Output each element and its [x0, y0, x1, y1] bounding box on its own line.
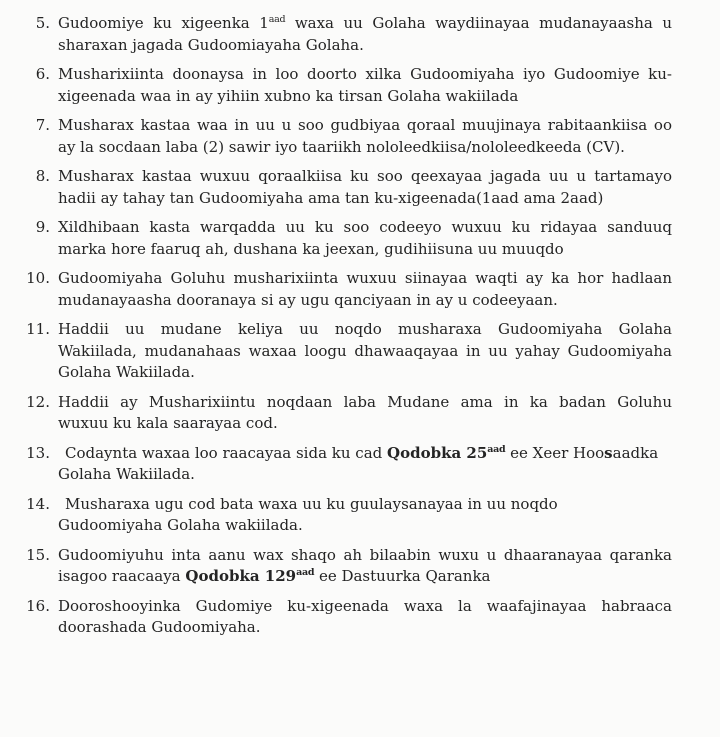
- item-number: 9.: [35, 218, 50, 236]
- list-item: [18, 115, 672, 158]
- text-line: [58, 217, 672, 239]
- text-line: [58, 545, 672, 567]
- item-number: 8.: [35, 167, 50, 185]
- ordinal-superscript: aad: [268, 14, 286, 25]
- text-line: [58, 268, 672, 290]
- text-line: [58, 392, 672, 414]
- text-segment: ay la socdaan laba (2) sawir iyo taariikh nololeedkiisa/nololeedkeeda (CV).: [58, 137, 625, 156]
- text-line: [58, 86, 672, 108]
- text-segment: ee Dastuurka Qaranka: [314, 567, 491, 585]
- text-segment: hadii ay tahay tan Gudoomiyaha ama tan ku-xigeenada(1aad ama 2aad): [58, 188, 604, 207]
- item-text: [58, 596, 672, 639]
- text-segment: Golaha Wakiilada.: [58, 363, 195, 381]
- text-segment: Musharax kastaa waa in uu u soo gudbiyaa qoraal muujinaya rabitaankiisa oo: [58, 116, 672, 134]
- item-number: 13.: [26, 443, 50, 462]
- item-number: 5.: [35, 14, 50, 32]
- list-item: [18, 13, 672, 56]
- item-text: [58, 217, 672, 260]
- text-segment: Golaha Wakiilada.: [58, 465, 195, 483]
- item-number: 12.: [26, 392, 50, 411]
- item-number: 16.: [26, 596, 50, 615]
- text-segment: Haddii uu mudane keliya uu noqdo musharaxa Gudoomiyaha Golaha: [58, 320, 672, 338]
- text-segment: Qodobka 129: [185, 567, 297, 585]
- text-line: [58, 64, 672, 86]
- item-number: 7.: [35, 116, 50, 134]
- text-line: [58, 115, 672, 137]
- text-line: [58, 319, 672, 341]
- text-segment: aadka: [612, 443, 659, 462]
- text-segment: ee Xeer Hoo: [505, 443, 605, 462]
- text-segment: sharaxan jagada Gudoomiayaha Golaha.: [58, 35, 364, 54]
- text-segment: xigeenada waa in ay yihiin xubno ka tirsan Golaha wakiilada: [58, 86, 519, 105]
- text-segment: Gudoomiye ku xigeenka 1: [58, 14, 269, 32]
- text-line: [58, 35, 672, 57]
- text-line: [58, 137, 672, 159]
- item-number: 10.: [26, 269, 50, 287]
- text-segment: Xildhibaan kasta warqadda uu ku soo codeeyo wuxuu ku ridayaa sanduuq: [58, 218, 672, 236]
- text-segment: Wakiilada, mudanahaas waxaa loogu dhawaaqayaa in uu yahay Gudoomiyaha: [58, 341, 672, 360]
- text-line: [58, 566, 672, 588]
- text-segment: marka hore faaruq ah, dushana ka jeexan, gudihiisuna uu muuqdo: [58, 239, 564, 258]
- list-item: [18, 268, 672, 311]
- text-segment: waxa uu Golaha waydiinayaa mudanayaasha u: [285, 14, 672, 32]
- text-line: [58, 166, 672, 188]
- item-text: [58, 545, 672, 588]
- text-line: [58, 13, 672, 35]
- item-number: 6.: [35, 65, 50, 83]
- text-segment: Dooroshooyinka Gudomiye ku-xigeenada waxa la waafajinayaa habraaca: [58, 596, 672, 615]
- list-item: [18, 596, 672, 639]
- item-text: [58, 13, 672, 56]
- text-line: [58, 464, 672, 486]
- text-segment: Musharax kastaa wuxuu qoraalkiisa ku soo qeexayaa jagada uu u tartamayo: [58, 167, 672, 185]
- item-text: [58, 392, 672, 435]
- text-segment: isagoo raacaaya: [58, 567, 186, 585]
- text-segment: mudanayaasha dooranaya si ay ugu qanciyaan in ay u codeeyaan.: [58, 290, 558, 309]
- text-line: [58, 362, 672, 384]
- text-segment: Haddii ay Musharixiintu noqdaan laba Mudane ama in ka badan Goluhu: [58, 392, 672, 411]
- item-text: [58, 494, 672, 537]
- item-text: [58, 443, 672, 486]
- text-segment: doorashada Gudoomiyaha.: [58, 618, 261, 636]
- text-line: [58, 617, 672, 639]
- text-line: [58, 443, 672, 465]
- text-line: [58, 515, 672, 537]
- list-item: [18, 545, 672, 588]
- list-item: [18, 392, 672, 435]
- text-segment: s: [604, 443, 613, 462]
- text-line: [58, 188, 672, 210]
- text-line: [58, 290, 672, 312]
- text-line: [58, 239, 672, 261]
- item-number: 11.: [26, 320, 50, 338]
- text-segment: Gudoomiyuhu inta aanu wax shaqo ah bilaabin wuxu u dhaaranayaa qaranka: [58, 545, 672, 564]
- list-item: [18, 166, 672, 209]
- text-line: [58, 596, 672, 618]
- item-text: [58, 166, 672, 209]
- item-text: [58, 319, 672, 384]
- list-item: [18, 494, 672, 537]
- list-item: [18, 217, 672, 260]
- text-segment: Gudoomiyaha Golaha wakiilada.: [58, 516, 303, 534]
- item-number: 14.: [26, 494, 50, 513]
- ordinal-superscript: aad: [296, 567, 315, 578]
- item-text: [58, 64, 672, 107]
- list-item: [18, 319, 672, 384]
- ordinal-superscript: aad: [487, 443, 506, 455]
- text-line: [58, 341, 672, 363]
- text-segment: Qodobka 25: [387, 443, 488, 462]
- text-segment: Gudoomiyaha Goluhu musharixiinta wuxuu siinayaa waqti ay ka hor hadlaan: [58, 269, 672, 287]
- list-item: [18, 64, 672, 107]
- numbered-list: [18, 13, 672, 639]
- item-text: [58, 268, 672, 311]
- text-segment: Musharaxa ugu cod bata waxa uu ku guulaysanayaa in uu noqdo: [65, 494, 558, 513]
- text-segment: Codaynta waxaa loo raacayaa sida ku cad: [65, 443, 388, 462]
- list-item: [18, 443, 672, 486]
- item-text: [58, 115, 672, 158]
- text-line: [58, 494, 672, 516]
- item-number: 15.: [26, 545, 50, 564]
- text-segment: wuxuu ku kala saarayaa cod.: [58, 414, 278, 432]
- text-segment: Musharixiinta doonaysa in loo doorto xilka Gudoomiyaha iyo Gudoomiye ku-: [58, 65, 672, 83]
- text-line: [58, 413, 672, 435]
